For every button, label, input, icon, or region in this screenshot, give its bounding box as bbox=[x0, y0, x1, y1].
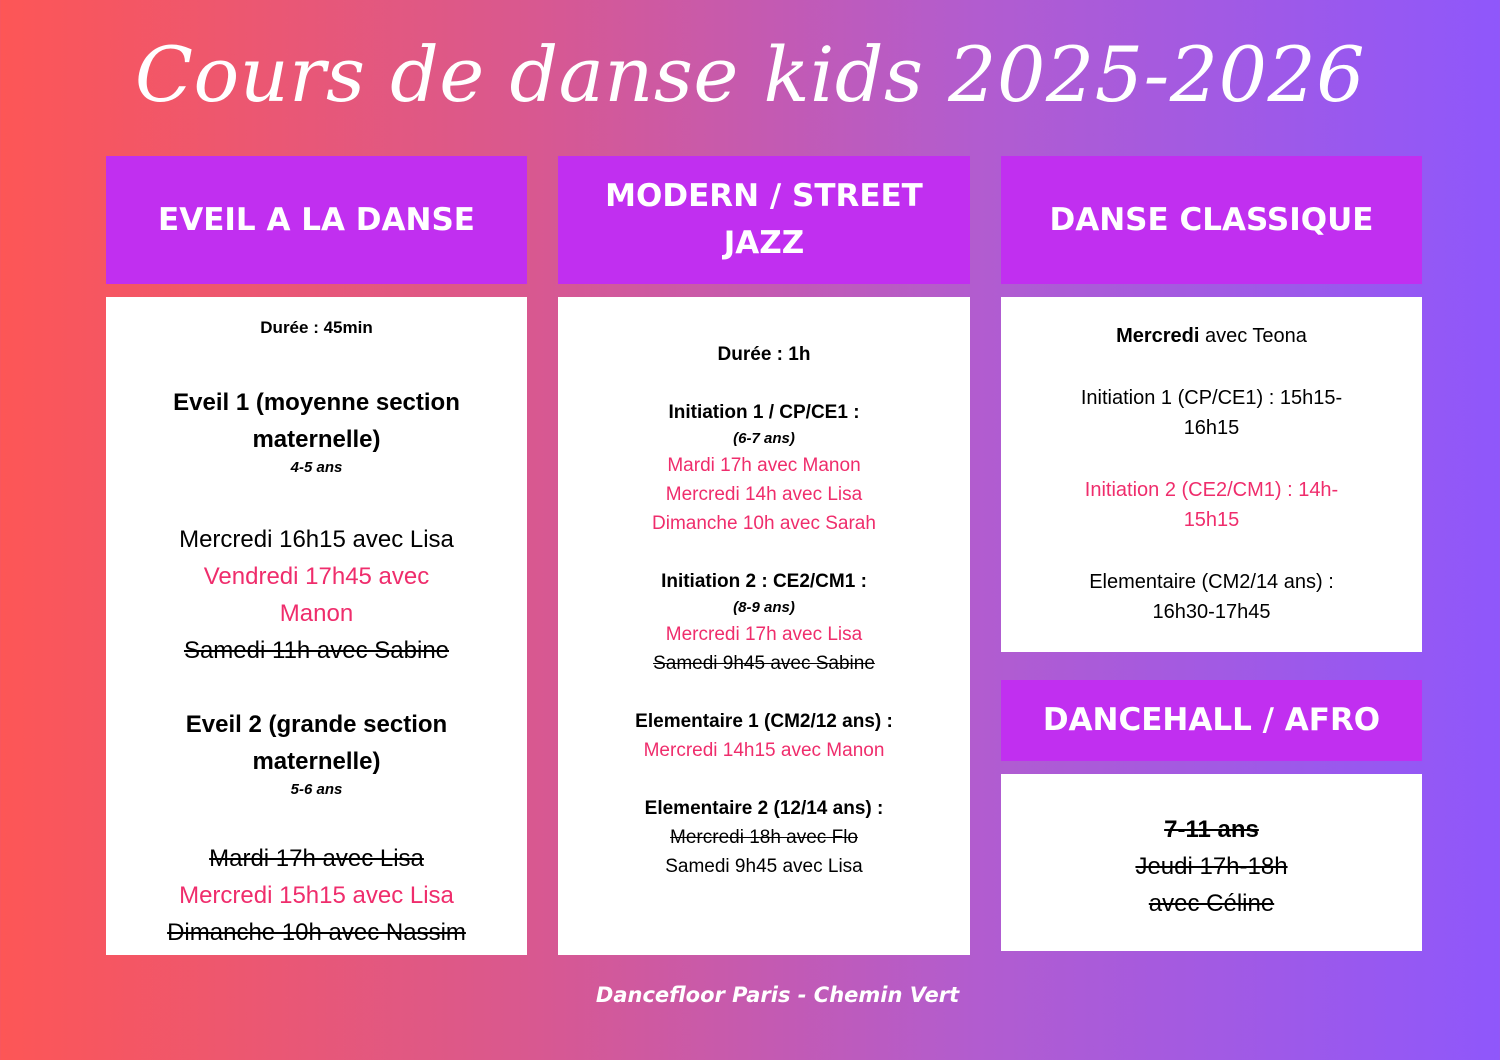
eveil1-title-line2: maternelle) bbox=[252, 426, 381, 453]
modern-init2-slot-1: Mercredi 17h avec Lisa bbox=[665, 624, 863, 645]
dancehall-age: 7-11 ans bbox=[1164, 816, 1259, 843]
modern-init1-title: Initiation 1 / CP/CE1 : bbox=[668, 402, 860, 423]
eveil1-slot-3: Samedi 11h avec Sabine bbox=[183, 637, 450, 664]
modern-panel bbox=[558, 297, 970, 955]
eveil2-age: 5-6 ans bbox=[290, 781, 343, 798]
classique-teacher: avec Teona bbox=[1199, 325, 1307, 347]
dancehall-header bbox=[1001, 680, 1422, 761]
eveil-panel bbox=[106, 297, 527, 955]
modern-duree: Durée : 1h bbox=[717, 344, 811, 365]
classique-elem-line2: 16h30-17h45 bbox=[1152, 601, 1271, 623]
eveil2-title-line1: Eveil 2 (grande section bbox=[185, 711, 448, 738]
eveil1-slot-2-line1: Vendredi 17h45 avec bbox=[203, 563, 430, 590]
classique-day: Mercredi bbox=[1116, 325, 1200, 347]
classique-header bbox=[1001, 156, 1422, 284]
modern-header-line1: MODERN / STREET bbox=[605, 178, 923, 214]
classique-init2-line1: Initiation 2 (CE2/CM1) : 14h- bbox=[1084, 479, 1339, 501]
classique-panel bbox=[1001, 297, 1422, 652]
classique-init1-line2: 16h15 bbox=[1183, 417, 1240, 439]
eveil2-slot-2: Mercredi 15h15 avec Lisa bbox=[179, 882, 454, 909]
eveil2-slot-1: Mardi 17h avec Lisa bbox=[209, 845, 424, 872]
modern-init2-age: (8-9 ans) bbox=[733, 599, 795, 616]
classique-header-label: DANSE CLASSIQUE bbox=[1049, 201, 1374, 238]
modern-elem2-title: Elementaire 2 (12/14 ans) : bbox=[644, 798, 884, 819]
modern-elem1-slot-1: Mercredi 14h15 avec Manon bbox=[643, 740, 885, 761]
page-title: Cours de danse kids 2025-2026 bbox=[134, 30, 1366, 119]
eveil1-slot-1: Mercredi 16h15 avec Lisa bbox=[179, 526, 454, 553]
modern-elem2-slot-1: Mercredi 18h avec Flo bbox=[670, 827, 858, 848]
dancehall-header-label: DANCEHALL / AFRO bbox=[1042, 702, 1381, 738]
modern-init1-slot-3: Dimanche 10h avec Sarah bbox=[652, 513, 876, 534]
classique-day-line bbox=[1001, 321, 1422, 351]
dancehall-slot-line1: Jeudi 17h-18h bbox=[1135, 853, 1288, 880]
eveil1-title-line1: Eveil 1 (moyenne section bbox=[173, 389, 460, 416]
modern-init1-age: (6-7 ans) bbox=[733, 430, 795, 447]
eveil-duree: Durée : 45min bbox=[260, 318, 373, 337]
eveil1-age: 4-5 ans bbox=[290, 459, 343, 476]
modern-init2-title: Initiation 2 : CE2/CM1 : bbox=[661, 571, 867, 592]
eveil2-slot-3: Dimanche 10h avec Nassim bbox=[167, 919, 466, 946]
modern-header bbox=[558, 156, 970, 284]
eveil1-slot-2-line2: Manon bbox=[279, 600, 354, 627]
classique-init1-line1: Initiation 1 (CP/CE1) : 15h15- bbox=[1080, 387, 1343, 409]
classique-init2-line2: 15h15 bbox=[1183, 509, 1240, 531]
modern-init2-slot-2: Samedi 9h45 avec Sabine bbox=[653, 653, 875, 674]
modern-header-line2: JAZZ bbox=[723, 225, 805, 261]
dancehall-slot-line2: avec Céline bbox=[1148, 890, 1275, 917]
dancehall-panel bbox=[1001, 774, 1422, 951]
modern-elem2-slot-2: Samedi 9h45 avec Lisa bbox=[665, 856, 863, 877]
modern-init1-slot-2: Mercredi 14h avec Lisa bbox=[665, 484, 863, 505]
eveil2-title-line2: maternelle) bbox=[252, 748, 381, 775]
modern-init1-slot-1: Mardi 17h avec Manon bbox=[667, 455, 861, 476]
eveil-header-label: EVEIL A LA DANSE bbox=[158, 201, 475, 238]
footer-studio-name: Dancefloor Paris - Chemin Vert bbox=[595, 983, 960, 1007]
eveil-header bbox=[106, 156, 527, 284]
classique-elem-line1: Elementaire (CM2/14 ans) : bbox=[1089, 571, 1334, 593]
modern-elem1-title: Elementaire 1 (CM2/12 ans) : bbox=[635, 711, 893, 732]
